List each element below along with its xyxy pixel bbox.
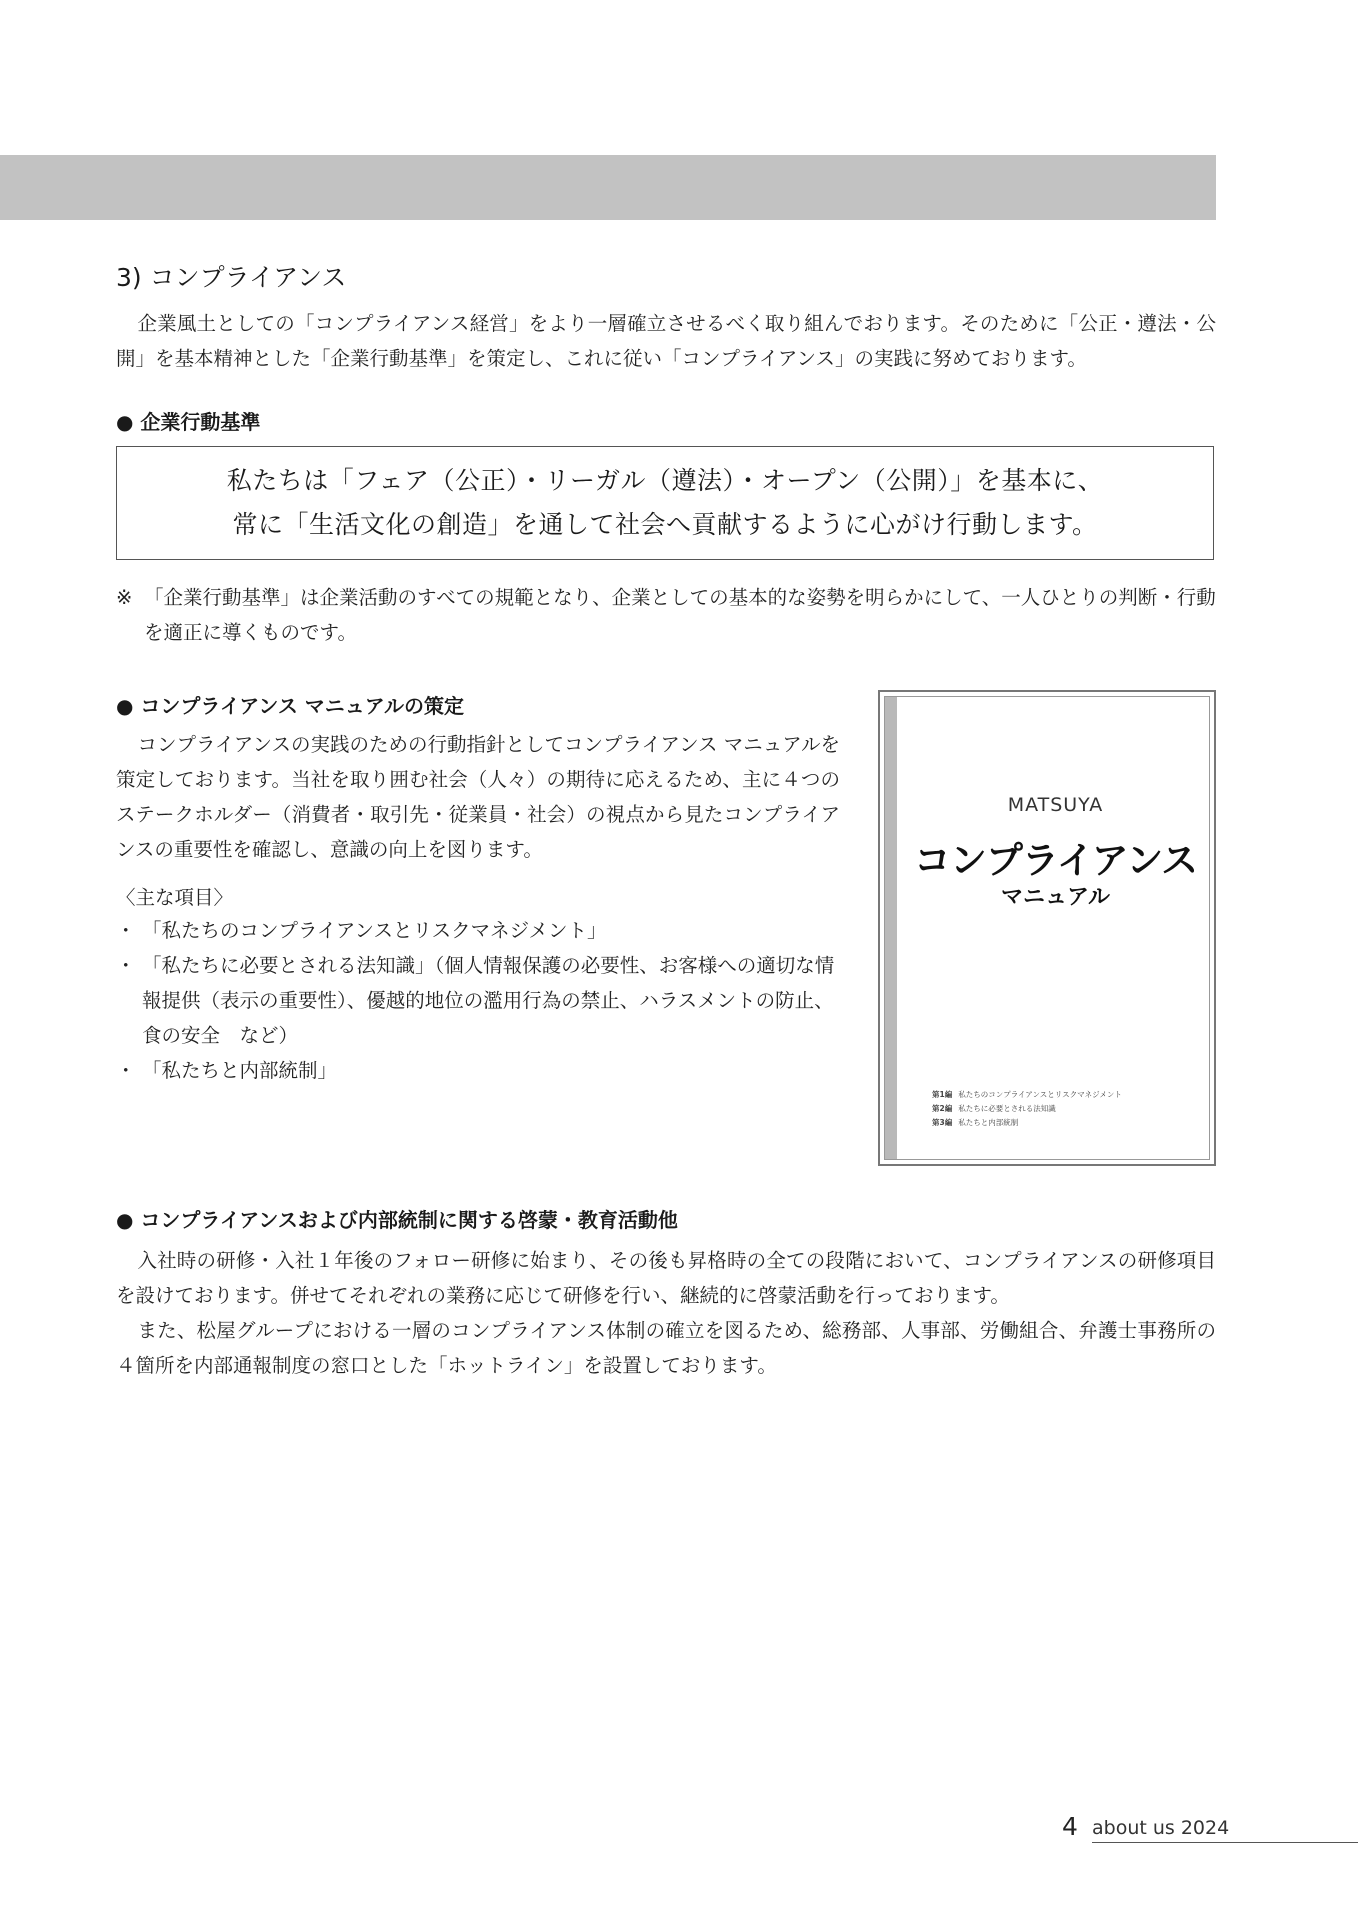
header-band	[0, 155, 1216, 220]
manual-body: コンプライアンスの実践のための行動指針としてコンプライアンス マニュアルを策定しております。当社を取り囲む社会（人々）の期待に応えるため、主に４つのステークホルダー（消費者・取引先・従業員・社会）の視点から見たコンプライアンスの重要性を確認し、意識の向上を図ります。	[116, 733, 840, 861]
cover-spine	[885, 697, 897, 1159]
list-item	[116, 913, 840, 948]
manual-cover-image	[878, 690, 1216, 1166]
manual-description	[116, 727, 840, 867]
footer-rule	[1092, 1842, 1358, 1843]
cover-toc-chapter: 第2編	[932, 1104, 953, 1113]
list-item-text: 「私たちに必要とされる法知識」（個人情報保護の必要性、お客様への適切な情報提供（表示の重要性）、優越的地位の濫用行為の禁止、ハラスメントの防止、食の安全 など）	[142, 954, 835, 1047]
intro-paragraph: 企業風土としての「コンプライアンス経営」をより一層確立させるべく取り組んでおります。そのために「公正・遵法・公開」を基本精神とした「企業行動基準」を策定し、これに従い「コンプライアンス」の実践に努めております。	[116, 312, 1216, 370]
cover-brand-logo: MATSUYA	[1007, 794, 1104, 816]
cover-toc-chapter: 第3編	[932, 1118, 953, 1127]
items-heading: 〈主な項目〉	[116, 886, 234, 909]
list-item-text: 「私たちと内部統制」	[142, 1059, 338, 1082]
education-body	[116, 1243, 1216, 1383]
note-mark: ※	[116, 586, 133, 609]
cover-title: コンプライアンス	[913, 839, 1198, 882]
list-item	[116, 948, 840, 1053]
list-bullet: ・	[116, 954, 136, 977]
cover-toc-item	[932, 1102, 1122, 1116]
principle-line-2: 常に「生活文化の創造」を通して社会へ貢献するように心がけ行動します。	[232, 510, 1098, 539]
list-bullet: ・	[116, 1059, 136, 1082]
list-bullet: ・	[116, 919, 136, 942]
education-paragraph-1: 入社時の研修・入社１年後のフォロー研修に始まり、その後も昇格時の全ての段階において、コンプライアンスの研修項目を設けております。併せてそれぞれの業務に応じて研修を行い、継続的に啓蒙活動を行っております。	[116, 1249, 1216, 1307]
cover-toc-label: 私たちのコンプライアンスとリスクマネジメント	[958, 1090, 1122, 1099]
code-note	[116, 580, 1216, 650]
code-of-conduct-heading: ● 企業行動基準	[116, 410, 261, 434]
list-item-text: 「私たちのコンプライアンスとリスクマネジメント」	[142, 919, 607, 942]
cover-toc-item	[932, 1116, 1122, 1130]
education-heading: ● コンプライアンスおよび内部統制に関する啓蒙・教育活動他	[116, 1208, 678, 1232]
cover-toc	[932, 1088, 1122, 1130]
cover-toc-chapter: 第1編	[932, 1090, 953, 1099]
education-paragraph-2: また、松屋グループにおける一層のコンプライアンス体制の確立を図るため、総務部、人事部、労働組合、弁護士事務所の４箇所を内部通報制度の窓口とした「ホットライン」を設置しております。	[116, 1319, 1216, 1377]
note-text: 「企業行動基準」は企業活動のすべての規範となり、企業としての基本的な姿勢を明らかにして、一人ひとりの判断・行動を適正に導くものです。	[144, 586, 1216, 644]
principle-line-1: 私たちは「フェア（公正）・リーガル（遵法）・オープン（公開）」を基本に、	[226, 466, 1104, 495]
cover-toc-item	[932, 1088, 1122, 1102]
cover-toc-label: 私たちと内部統制	[958, 1118, 1019, 1127]
manual-heading: ● コンプライアンス マニュアルの策定	[116, 694, 464, 718]
cover-subtitle: マニュアル	[1000, 885, 1111, 910]
page-number: 4	[1062, 1812, 1078, 1841]
list-item	[116, 1053, 840, 1088]
manual-items-list	[116, 913, 840, 1088]
section-title: 3) コンプライアンス	[116, 263, 347, 292]
cover-toc-label: 私たちに必要とされる法知識	[958, 1104, 1056, 1113]
principle-box	[116, 446, 1214, 560]
footer-label: about us 2024	[1092, 1817, 1230, 1839]
section-intro	[116, 306, 1216, 376]
